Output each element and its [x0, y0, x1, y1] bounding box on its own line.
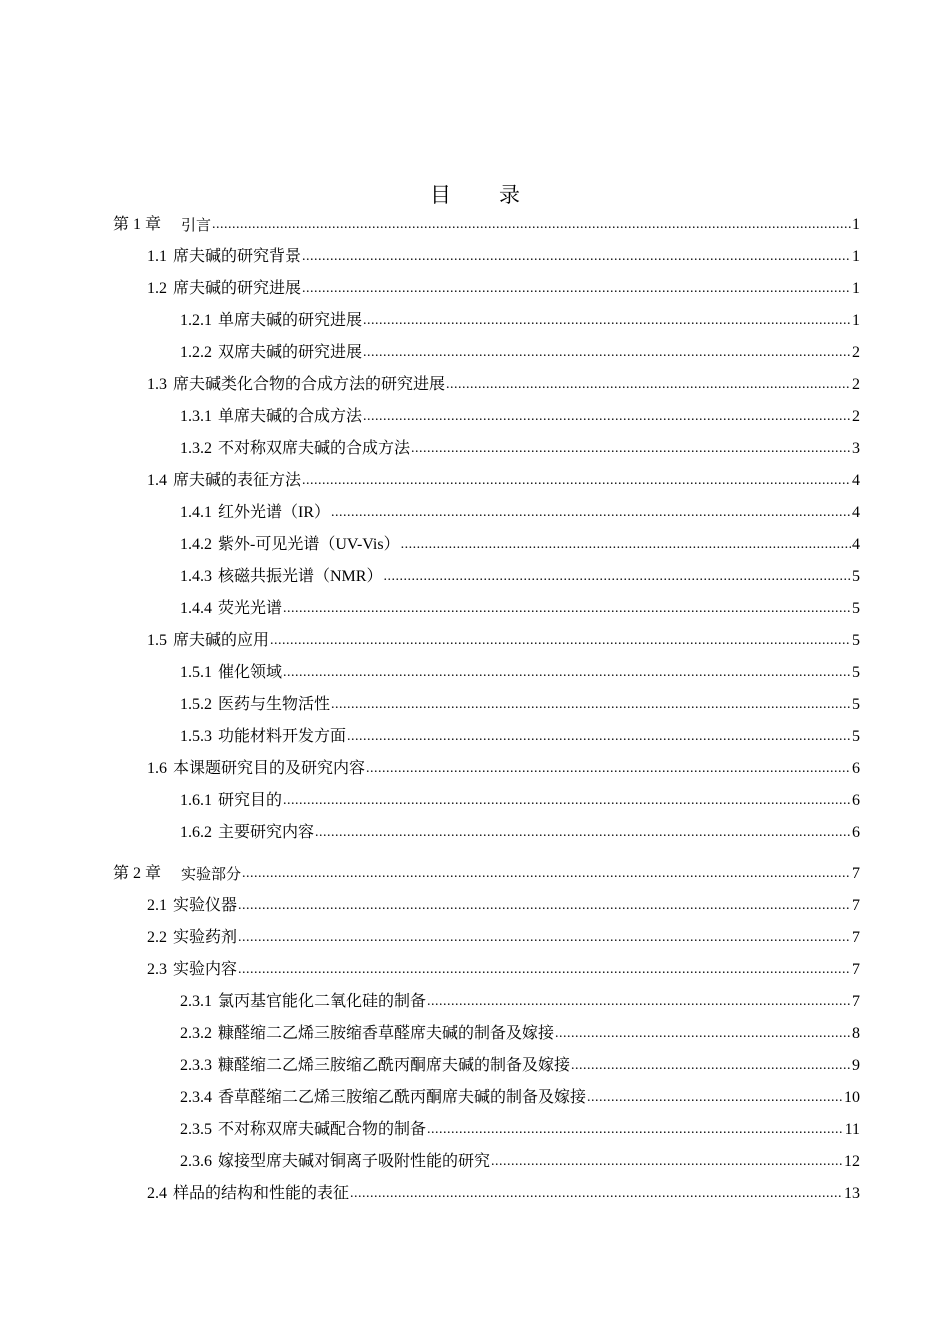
toc-leader-dots: [363, 401, 851, 433]
toc-leader-dots: [587, 1082, 843, 1114]
toc-entry-page: 2: [852, 344, 860, 361]
toc-entry-page: 5: [852, 696, 860, 713]
toc-entry[interactable]: [0, 1114, 860, 1146]
toc-entry-number: 第 1 章: [113, 216, 162, 233]
toc-entry-title: 核磁共振光谱（NMR）: [218, 568, 383, 585]
toc-entry-page: 5: [852, 664, 860, 681]
toc-entry-page: 11: [844, 1121, 860, 1138]
toc-entry-number: 2.3.2: [180, 1025, 212, 1042]
toc-leader-dots: [283, 785, 851, 817]
toc-entry[interactable]: [0, 305, 860, 337]
toc-entry-title: 紫外-可见光谱（UV-Vis）: [218, 536, 400, 553]
page-title: 目录: [430, 183, 568, 207]
toc-leader-dots: [446, 369, 851, 401]
toc-entry[interactable]: [0, 561, 860, 593]
toc-entry-page: 1: [852, 312, 860, 329]
toc-entry-page: 1: [852, 216, 860, 233]
toc-entry[interactable]: [0, 369, 860, 401]
toc-entry-page: 6: [852, 792, 860, 809]
toc-entry[interactable]: [0, 1018, 860, 1050]
toc-entry[interactable]: [0, 273, 860, 305]
toc-leader-dots: [315, 817, 851, 849]
toc-leader-dots: [302, 241, 851, 273]
toc-entry-title: 席夫碱的研究进展: [173, 280, 302, 297]
toc-leader-dots: [363, 305, 851, 337]
toc-entry-number: 1.6.2: [180, 824, 212, 841]
toc-entry-number: 1.3.1: [180, 408, 212, 425]
toc-entry[interactable]: [0, 753, 860, 785]
toc-leader-dots: [331, 689, 851, 721]
toc-leader-dots: [411, 433, 851, 465]
toc-entry[interactable]: [0, 593, 860, 625]
toc-entry-number: 1.4: [147, 472, 167, 489]
toc-entry-title: 荧光光谱: [218, 600, 283, 617]
toc-entry-page: 8: [852, 1025, 860, 1042]
toc-entry[interactable]: [0, 337, 860, 369]
toc-entry-title: 嫁接型席夫碱对铜离子吸附性能的研究: [218, 1153, 491, 1170]
toc-entry-number: 2.3.3: [180, 1057, 212, 1074]
toc-leader-dots: [302, 465, 851, 497]
toc-entry[interactable]: [0, 922, 860, 954]
toc-entry[interactable]: [0, 625, 860, 657]
toc-entry-title: 席夫碱的研究背景: [173, 248, 302, 265]
toc-entry-page: 7: [852, 865, 860, 882]
toc-entry-title: 本课题研究目的及研究内容: [173, 760, 366, 777]
toc-entry-title: 席夫碱的应用: [173, 632, 270, 649]
toc-entry[interactable]: [0, 241, 860, 273]
toc-entry-title: 实验内容: [173, 961, 238, 978]
toc-leader-dots: [350, 1178, 843, 1210]
table-of-contents: [0, 209, 950, 1210]
toc-entry-number: 1.6: [147, 760, 167, 777]
toc-leader-dots: [571, 1050, 851, 1082]
toc-entry-title: 不对称双席夫碱配合物的制备: [218, 1121, 427, 1138]
toc-leader-dots: [347, 721, 851, 753]
toc-entry-number: 2.3.1: [180, 993, 212, 1010]
toc-entry-number: 1.1: [147, 248, 167, 265]
toc-entry[interactable]: [0, 721, 860, 753]
toc-leader-dots: [401, 529, 851, 561]
toc-entry-title: 红外光谱（IR）: [218, 504, 331, 521]
toc-entry-page: 1: [852, 248, 860, 265]
toc-entry-page: 13: [844, 1185, 860, 1202]
toc-entry-page: 5: [852, 600, 860, 617]
toc-entry-title: 医药与生物活性: [218, 696, 331, 713]
toc-entry-number: 1.2: [147, 280, 167, 297]
toc-entry-title: 糠醛缩二乙烯三胺缩乙酰丙酮席夫碱的制备及嫁接: [218, 1057, 571, 1074]
toc-entry-page: 4: [852, 504, 860, 521]
toc-entry-number: 1.5: [147, 632, 167, 649]
toc-entry-number: 2.3.6: [180, 1153, 212, 1170]
toc-entry-title: 席夫碱的表征方法: [173, 472, 302, 489]
toc-entry-title: 氯丙基官能化二氧化硅的制备: [218, 993, 427, 1010]
toc-leader-dots: [555, 1018, 851, 1050]
toc-leader-dots: [242, 858, 851, 890]
toc-entry-title: 糠醛缩二乙烯三胺缩香草醛席夫碱的制备及嫁接: [218, 1025, 555, 1042]
toc-leader-dots: [383, 561, 851, 593]
toc-entry-page: 7: [852, 897, 860, 914]
toc-entry[interactable]: [0, 209, 860, 241]
toc-entry-page: 7: [852, 961, 860, 978]
toc-leader-dots: [302, 273, 851, 305]
toc-entry-page: 7: [852, 929, 860, 946]
toc-entry-number: 1.4.1: [180, 504, 212, 521]
toc-entry-page: 4: [852, 472, 860, 489]
toc-leader-dots: [238, 954, 851, 986]
toc-entry-page: 5: [852, 568, 860, 585]
toc-entry-number: 1.3: [147, 376, 167, 393]
toc-entry-page: 1: [852, 280, 860, 297]
toc-entry[interactable]: [0, 858, 860, 890]
toc-entry-page: 3: [852, 440, 860, 457]
toc-leader-dots: [238, 922, 851, 954]
toc-entry-number: 1.4.4: [180, 600, 212, 617]
toc-entry-number: 2.1: [147, 897, 167, 914]
toc-entry[interactable]: [0, 1146, 860, 1178]
toc-leader-dots: [427, 1114, 844, 1146]
toc-entry[interactable]: [0, 817, 860, 849]
toc-entry-title: 不对称双席夫碱的合成方法: [218, 440, 411, 457]
toc-entry-number: 2.2: [147, 929, 167, 946]
toc-entry-number: 1.6.1: [180, 792, 212, 809]
toc-entry-number: 第 2 章: [113, 865, 162, 882]
toc-entry-title: 单席夫碱的研究进展: [218, 312, 363, 329]
toc-entry-page: 7: [852, 993, 860, 1010]
toc-entry-page: 12: [844, 1153, 860, 1170]
toc-entry-page: 5: [852, 632, 860, 649]
toc-entry-title: 引言: [181, 216, 212, 234]
toc-entry[interactable]: [0, 1082, 860, 1114]
toc-entry-number: 1.2.1: [180, 312, 212, 329]
toc-entry-page: 6: [852, 760, 860, 777]
toc-entry[interactable]: [0, 1178, 860, 1210]
toc-entry[interactable]: [0, 465, 860, 497]
toc-entry[interactable]: [0, 529, 860, 561]
toc-leader-dots: [270, 625, 851, 657]
toc-entry-number: 1.3.2: [180, 440, 212, 457]
toc-entry[interactable]: [0, 954, 860, 986]
toc-entry[interactable]: [0, 785, 860, 817]
toc-entry-title: 香草醛缩二乙烯三胺缩乙酰丙酮席夫碱的制备及嫁接: [218, 1089, 587, 1106]
toc-entry-page: 2: [852, 376, 860, 393]
toc-entry-title: 主要研究内容: [218, 824, 315, 841]
toc-entry-number: 1.4.2: [180, 536, 212, 553]
toc-entry-title: 功能材料开发方面: [218, 728, 347, 745]
toc-entry-number: 2.3.5: [180, 1121, 212, 1138]
toc-entry-page: 5: [852, 728, 860, 745]
toc-entry-title: 实验部分: [181, 865, 242, 883]
toc-leader-dots: [238, 890, 851, 922]
toc-entry[interactable]: [0, 986, 860, 1018]
toc-entry-page: 9: [852, 1057, 860, 1074]
toc-entry-title: 实验药剂: [173, 929, 238, 946]
toc-leader-dots: [366, 753, 851, 785]
toc-entry-page: 10: [844, 1089, 860, 1106]
toc-entry[interactable]: [0, 401, 860, 433]
toc-entry-number: 2.3: [147, 961, 167, 978]
toc-entry[interactable]: [0, 433, 860, 465]
toc-leader-dots: [491, 1146, 843, 1178]
toc-entry-title: 样品的结构和性能的表征: [173, 1185, 350, 1202]
toc-entry-number: 2.3.4: [180, 1089, 212, 1106]
toc-entry-page: 4: [852, 536, 860, 553]
toc-entry-number: 1.5.2: [180, 696, 212, 713]
toc-entry[interactable]: [0, 689, 860, 721]
toc-leader-dots: [363, 337, 851, 369]
toc-leader-dots: [212, 209, 851, 241]
toc-entry-title: 席夫碱类化合物的合成方法的研究进展: [173, 376, 446, 393]
toc-entry-title: 催化领域: [218, 664, 283, 681]
toc-entry-title: 双席夫碱的研究进展: [218, 344, 363, 361]
toc-leader-dots: [331, 497, 851, 529]
toc-entry[interactable]: [0, 497, 860, 529]
toc-entry-title: 单席夫碱的合成方法: [218, 408, 363, 425]
toc-leader-dots: [283, 593, 851, 625]
toc-leader-dots: [427, 986, 851, 1018]
toc-entry-title: 研究目的: [218, 792, 283, 809]
toc-leader-dots: [283, 657, 851, 689]
toc-entry-page: 2: [852, 408, 860, 425]
toc-entry[interactable]: [0, 890, 860, 922]
toc-entry-number: 1.2.2: [180, 344, 212, 361]
toc-entry-title: 实验仪器: [173, 897, 238, 914]
toc-entry-number: 1.4.3: [180, 568, 212, 585]
toc-entry[interactable]: [0, 657, 860, 689]
toc-entry-number: 1.5.1: [180, 664, 212, 681]
toc-entry-number: 1.5.3: [180, 728, 212, 745]
toc-entry[interactable]: [0, 1050, 860, 1082]
toc-entry-page: 6: [852, 824, 860, 841]
toc-entry-number: 2.4: [147, 1185, 167, 1202]
